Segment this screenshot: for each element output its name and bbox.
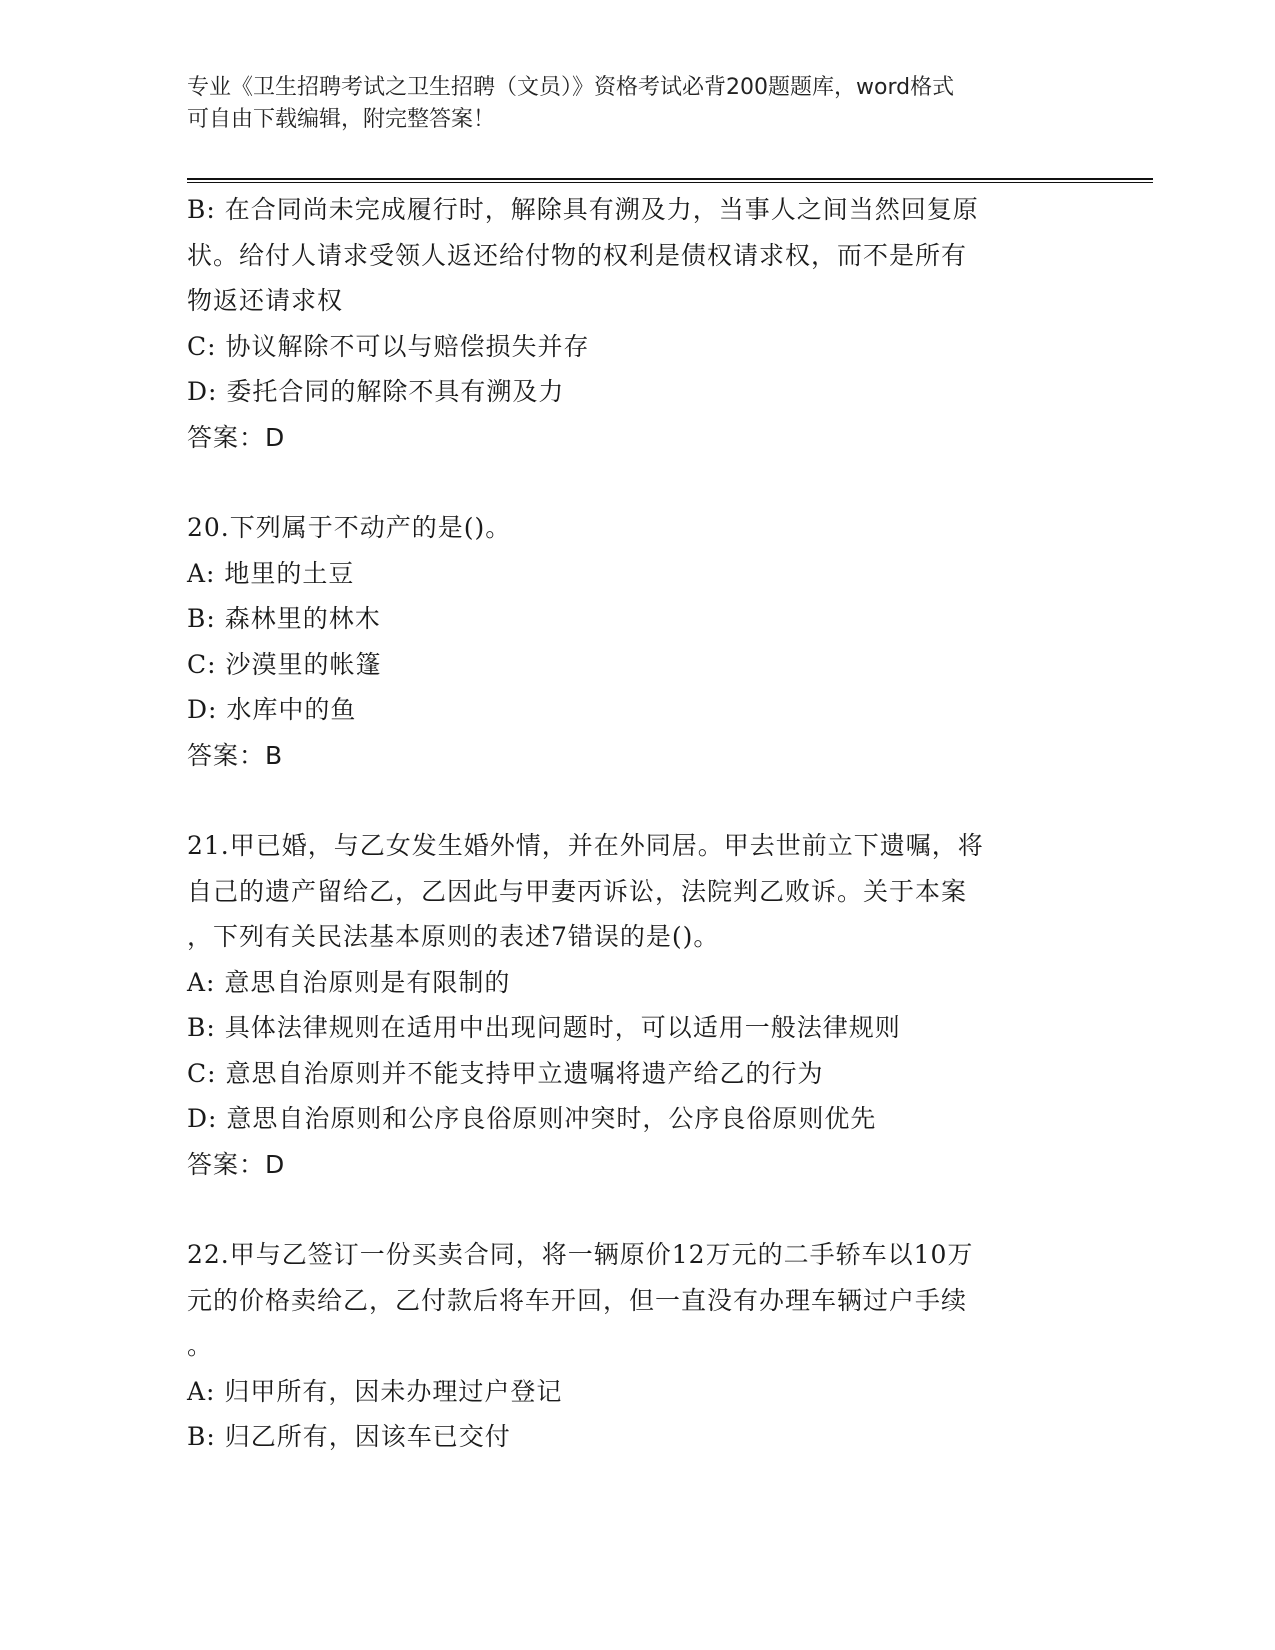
answer-label: 答案：D <box>187 422 286 452</box>
option-b-line-2: 状。给付人请求受领人返还给付物的权利是债权请求权，而不是所有 <box>187 240 968 270</box>
spacer <box>187 460 1067 505</box>
question-stem-line-1: 21.甲已婚，与乙女发生婚外情，并在外同居。甲去世前立下遗嘱，将 <box>187 831 984 860</box>
option-c: C: 沙漠里的帐篷 <box>187 649 382 679</box>
question-stem-line-3: 。 <box>187 1331 214 1360</box>
question-stem: 20.下列属于不动产的是()。 <box>187 513 512 542</box>
spacer <box>187 778 1067 823</box>
option-b: B: 具体法律规则在适用中出现问题时，可以适用一般法律规则 <box>187 1013 901 1042</box>
document-header <box>187 72 1067 136</box>
question-content <box>187 187 1067 1460</box>
header-divider <box>187 178 1153 183</box>
option-b: B: 森林里的林木 <box>187 604 381 633</box>
option-a: A: 地里的土豆 <box>187 558 355 588</box>
answer-label: 答案：D <box>187 1149 286 1179</box>
option-d: D: 意思自治原则和公序良俗原则冲突时，公序良俗原则优先 <box>187 1104 877 1133</box>
option-c: C: 意思自治原则并不能支持甲立遗嘱将遗产给乙的行为 <box>187 1058 824 1088</box>
question-20 <box>187 505 1067 778</box>
question-stem-line-2: 自己的遗产留给乙，乙因此与甲妻丙诉讼，法院判乙败诉。关于本案 <box>187 876 968 906</box>
option-b-line-1: B: 在合同尚未完成履行时，解除具有溯及力，当事人之间当然回复原 <box>187 195 979 224</box>
option-d: D: 委托合同的解除不具有溯及力 <box>187 377 565 406</box>
option-b: B: 归乙所有，因该车已交付 <box>187 1422 511 1451</box>
header-title-line-2: 可自由下载编辑，附完整答案！ <box>187 107 496 132</box>
option-b-line-3: 物返还请求权 <box>187 286 344 315</box>
spacer <box>187 1187 1067 1232</box>
option-d: D: 水库中的鱼 <box>187 695 357 724</box>
header-title-line-1: 专业《卫生招聘考试之卫生招聘（文员）》资格考试必背200题题库，word格式 <box>187 75 955 100</box>
question-stem-line-2: 元的价格卖给乙，乙付款后将车开回，但一直没有办理车辆过户手续 <box>187 1285 968 1315</box>
question-19-continued <box>187 187 1067 460</box>
option-c: C: 协议解除不可以与赔偿损失并存 <box>187 331 590 361</box>
option-a: A: 意思自治原则是有限制的 <box>187 967 511 997</box>
question-21 <box>187 823 1067 1187</box>
option-a: A: 归甲所有，因未办理过户登记 <box>187 1376 563 1406</box>
question-stem-line-3: ，下列有关民法基本原则的表述7错误的是()。 <box>187 922 720 951</box>
question-22 <box>187 1232 1067 1460</box>
question-stem-line-1: 22.甲与乙签订一份买卖合同，将一辆原价12万元的二手轿车以10万 <box>187 1240 974 1269</box>
answer-label: 答案：B <box>187 740 284 770</box>
